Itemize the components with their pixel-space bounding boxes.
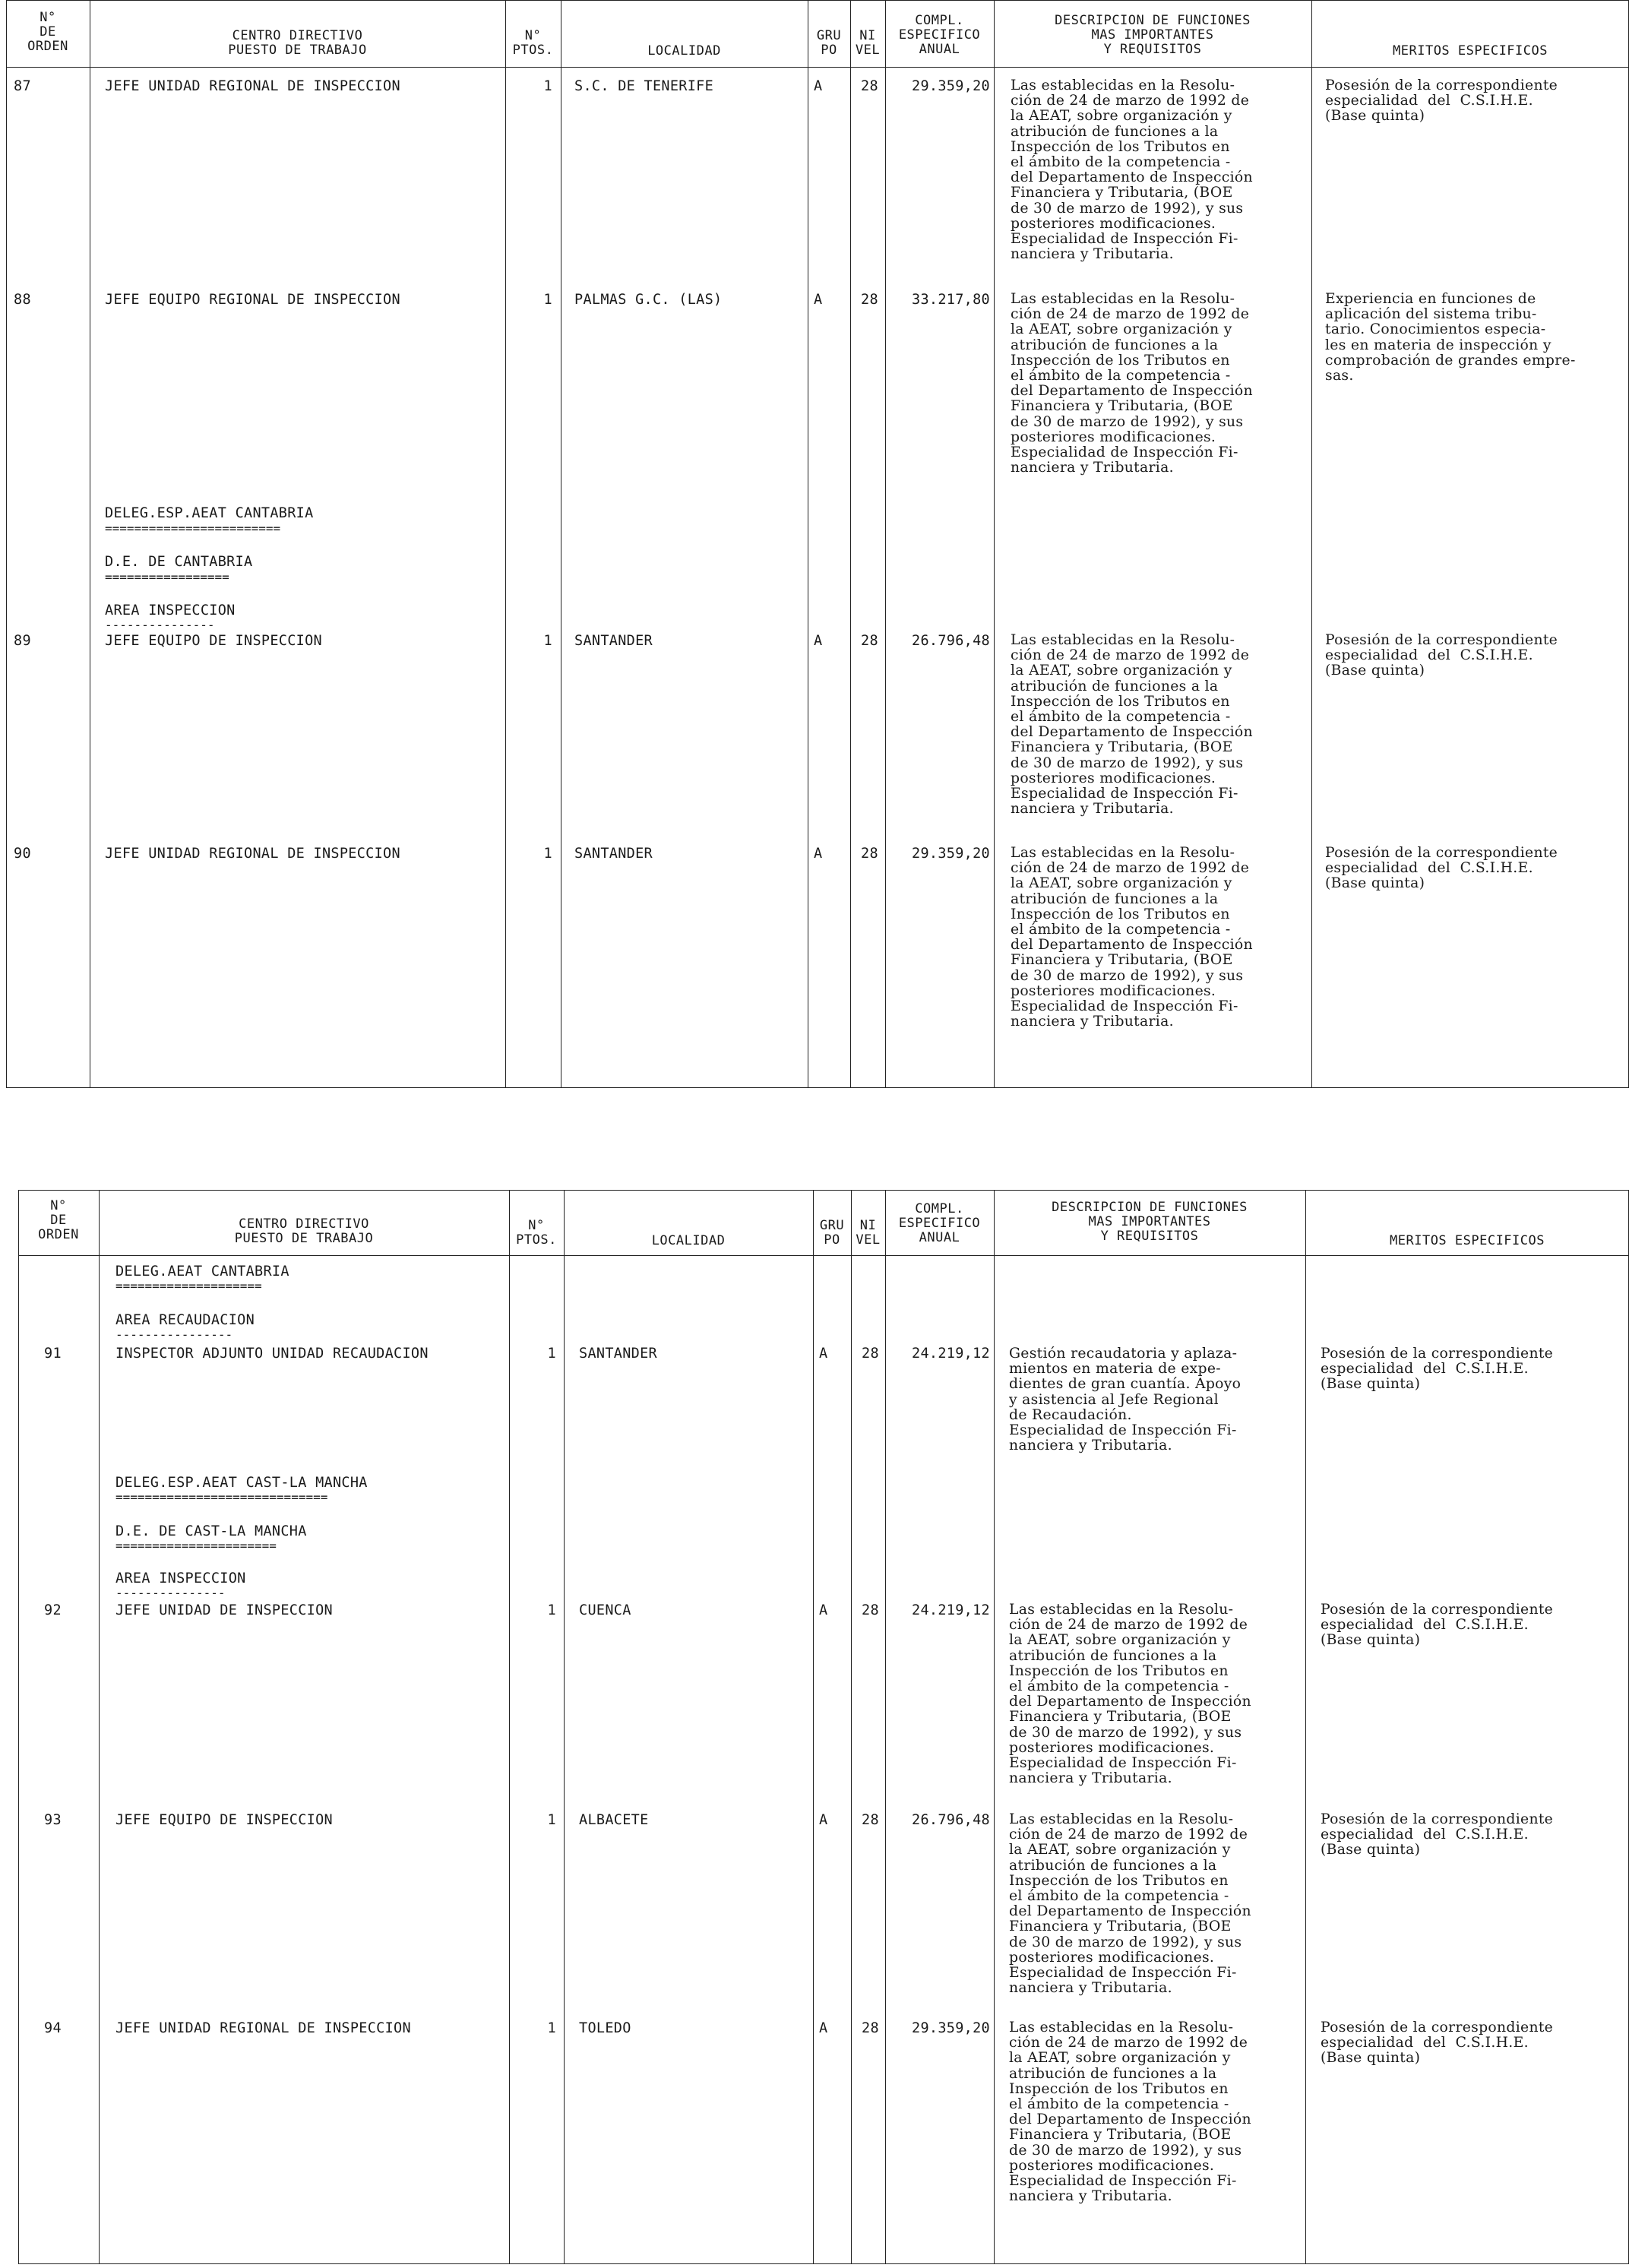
row-nivel: 28	[862, 2020, 879, 2036]
section-label: AREA RECAUDACION	[115, 1312, 255, 1328]
section-underline: ----------------	[115, 1327, 233, 1342]
column-divider	[505, 0, 506, 1088]
section-underline: ======================	[115, 1539, 277, 1553]
row-puesto: JEFE UNIDAD REGIONAL DE INSPECCION	[115, 2020, 411, 2036]
row-ptos: 1	[547, 1602, 556, 1618]
row-descripcion: Las establecidas en la Resolu- ción de 24 de marzo de 1992 de la AEAT, sobre organización y atribución de funciones a la Inspección de los Tributos en el ámbito de la competencia - del Departamento de Inspección Financiera y Tributaria, (BOE de 30 de marzo de 1992), y sus posteriores modificaciones. Especialidad de Inspección Fi- nanciera y Tributaria.	[1011, 291, 1253, 476]
row-num: 94	[44, 2020, 62, 2036]
row-ptos: 1	[547, 1812, 556, 1828]
column-divider	[994, 1190, 995, 2264]
row-grupo: A	[819, 1812, 828, 1828]
row-grupo: A	[819, 1346, 828, 1362]
header-grupo: GRU PO	[816, 28, 842, 58]
header-descripcion: DESCRIPCION DE FUNCIONES MAS IMPORTANTES Y REQUISITOS	[1055, 13, 1251, 57]
row-grupo: A	[819, 1602, 828, 1618]
row-num: 89	[14, 633, 31, 649]
row-localidad: ALBACETE	[579, 1812, 649, 1828]
section-underline: ---------------	[105, 618, 215, 632]
column-divider	[813, 1190, 814, 2264]
row-compl: 24.219,12	[912, 1602, 990, 1618]
column-divider	[994, 0, 995, 1088]
section-label: D.E. DE CAST-LA MANCHA	[115, 1523, 307, 1539]
row-num: 93	[44, 1812, 62, 1828]
section-label: AREA INSPECCION	[115, 1571, 246, 1586]
row-nivel: 28	[861, 292, 878, 308]
column-divider	[851, 1190, 852, 2264]
row-meritos: Experiencia en funciones de aplicación del sistema tribu- tario. Conocimientos especia- les en materia de inspección y comprobación de grandes empre- sas.	[1325, 291, 1576, 384]
row-descripcion: Gestión recaudatoria y aplaza- mientos en materia de expe- dientes de gran cuantía. Apoyo y asistencia al Jefe Regional de Recaudación. Especialidad de Inspección Fi- nanciera y Tributaria.	[1009, 1346, 1242, 1454]
row-puesto: JEFE EQUIPO REGIONAL DE INSPECCION	[105, 292, 400, 308]
section-underline: =============================	[115, 1490, 328, 1504]
row-localidad: PALMAS G.C. (LAS)	[574, 292, 723, 308]
row-meritos: Posesión de la correspondiente especialidad del C.S.I.H.E. (Base quinta)	[1321, 1811, 1554, 1858]
row-nivel: 28	[861, 846, 878, 862]
row-localidad: CUENCA	[579, 1602, 631, 1618]
table-2	[0, 1190, 1629, 2264]
section-underline: ====================	[115, 1279, 262, 1293]
header-localidad: LOCALIDAD	[647, 43, 721, 59]
row-num: 90	[14, 846, 31, 862]
table-frame	[6, 0, 1629, 1088]
section-underline: =================	[105, 570, 229, 584]
row-puesto: JEFE UNIDAD DE INSPECCION	[115, 1602, 333, 1618]
row-num: 92	[44, 1602, 62, 1618]
row-meritos: Posesión de la correspondiente especialidad del C.S.I.H.E. (Base quinta)	[1321, 1346, 1554, 1393]
row-descripcion: Las establecidas en la Resolu- ción de 24 de marzo de 1992 de la AEAT, sobre organización y atribución de funciones a la Inspección de los Tributos en el ámbito de la competencia - del Departamento de Inspección Financiera y Tributaria, (BOE de 30 de marzo de 1992), y sus posteriores modificaciones. Especialidad de Inspección Fi- nanciera y Tributaria.	[1011, 632, 1253, 818]
column-divider	[1311, 0, 1312, 1088]
row-compl: 33.217,80	[912, 292, 990, 308]
row-compl: 26.796,48	[912, 633, 990, 649]
table-1	[0, 0, 1629, 1088]
row-nivel: 28	[861, 633, 878, 649]
section-label: AREA INSPECCION	[105, 603, 236, 618]
row-grupo: A	[814, 633, 823, 649]
row-puesto: JEFE EQUIPO DE INSPECCION	[115, 1812, 333, 1828]
row-ptos: 1	[543, 292, 552, 308]
column-divider	[885, 0, 886, 1088]
row-compl: 29.359,20	[912, 78, 990, 94]
column-divider	[99, 1190, 100, 2264]
row-nivel: 28	[862, 1346, 879, 1362]
header-divider	[6, 67, 1629, 68]
row-compl: 24.219,12	[912, 1346, 990, 1362]
header-centro: CENTRO DIRECTIVO PUESTO DE TRABAJO	[234, 1216, 374, 1246]
header-ptos: N° PTOS.	[512, 28, 554, 58]
column-divider	[850, 0, 851, 1088]
section-label: DELEG.ESP.AEAT CANTABRIA	[105, 505, 314, 521]
row-ptos: 1	[547, 2020, 556, 2036]
row-num: 87	[14, 78, 31, 94]
row-nivel: 28	[862, 1812, 879, 1828]
row-puesto: INSPECTOR ADJUNTO UNIDAD RECAUDACION	[115, 1346, 429, 1362]
row-ptos: 1	[543, 78, 552, 94]
row-localidad: SANTANDER	[574, 633, 653, 649]
section-label: DELEG.ESP.AEAT CAST-LA MANCHA	[115, 1475, 368, 1491]
row-compl: 26.796,48	[912, 1812, 990, 1828]
row-ptos: 1	[543, 846, 552, 862]
section-underline: ========================	[105, 521, 281, 536]
row-descripcion: Las establecidas en la Resolu- ción de 24 de marzo de 1992 de la AEAT, sobre organización y atribución de funciones a la Inspección de los Tributos en el ámbito de la competencia - del Departamento de Inspección Financiera y Tributaria, (BOE de 30 de marzo de 1992), y sus posteriores modificaciones. Especialidad de Inspección Fi- nanciera y Tributaria.	[1009, 1811, 1251, 1997]
row-meritos: Posesión de la correspondiente especialidad del C.S.I.H.E. (Base quinta)	[1325, 632, 1558, 679]
row-localidad: TOLEDO	[579, 2020, 631, 2036]
row-num: 91	[44, 1346, 62, 1362]
row-descripcion: Las establecidas en la Resolu- ción de 24 de marzo de 1992 de la AEAT, sobre organización y atribución de funciones a la Inspección de los Tributos en el ámbito de la competencia - del Departamento de Inspección Financiera y Tributaria, (BOE de 30 de marzo de 1992), y sus posteriores modificaciones. Especialidad de Inspección Fi- nanciera y Tributaria.	[1009, 1602, 1251, 1787]
row-localidad: SANTANDER	[574, 846, 653, 862]
row-meritos: Posesión de la correspondiente especialidad del C.S.I.H.E. (Base quinta)	[1321, 1602, 1554, 1649]
header-descripcion: DESCRIPCION DE FUNCIONES MAS IMPORTANTES Y REQUISITOS	[1052, 1200, 1248, 1244]
row-grupo: A	[814, 78, 823, 94]
header-compl: COMPL. ESPECIFICO ANUAL	[898, 1201, 981, 1245]
row-meritos: Posesión de la correspondiente especialidad del C.S.I.H.E. (Base quinta)	[1325, 845, 1558, 892]
row-descripcion: Las establecidas en la Resolu- ción de 24 de marzo de 1992 de la AEAT, sobre organización y atribución de funciones a la Inspección de los Tributos en el ámbito de la competencia - del Departamento de Inspección Financiera y Tributaria, (BOE de 30 de marzo de 1992), y sus posteriores modificaciones. Especialidad de Inspección Fi- nanciera y Tributaria.	[1009, 2020, 1251, 2205]
section-underline: ---------------	[115, 1586, 226, 1600]
row-meritos: Posesión de la correspondiente especialidad del C.S.I.H.E. (Base quinta)	[1325, 77, 1558, 125]
row-compl: 29.359,20	[912, 846, 990, 862]
row-puesto: JEFE EQUIPO DE INSPECCION	[105, 633, 322, 649]
row-puesto: JEFE UNIDAD REGIONAL DE INSPECCION	[105, 846, 400, 862]
row-grupo: A	[814, 292, 823, 308]
header-centro: CENTRO DIRECTIVO PUESTO DE TRABAJO	[228, 28, 367, 58]
row-puesto: JEFE UNIDAD REGIONAL DE INSPECCION	[105, 78, 400, 94]
row-ptos: 1	[547, 1346, 556, 1362]
header-nivel: NI VEL	[856, 1218, 881, 1248]
row-compl: 29.359,20	[912, 2020, 990, 2036]
header-compl: COMPL. ESPECIFICO ANUAL	[898, 13, 981, 57]
row-descripcion: Las establecidas en la Resolu- ción de 24 de marzo de 1992 de la AEAT, sobre organización y atribución de funciones a la Inspección de los Tributos en el ámbito de la competencia - del Departamento de Inspección Financiera y Tributaria, (BOE de 30 de marzo de 1992), y sus posteriores modificaciones. Especialidad de Inspección Fi- nanciera y Tributaria.	[1011, 845, 1253, 1030]
header-ptos: N° PTOS.	[516, 1218, 557, 1248]
row-descripcion: Las establecidas en la Resolu- ción de 24 de marzo de 1992 de la AEAT, sobre organización y atribución de funciones a la Inspección de los Tributos en el ámbito de la competencia - del Departamento de Inspección Financiera y Tributaria, (BOE de 30 de marzo de 1992), y sus posteriores modificaciones. Especialidad de Inspección Fi- nanciera y Tributaria.	[1011, 77, 1253, 263]
column-divider	[1305, 1190, 1306, 2264]
header-num: N° DE ORDEN	[27, 10, 68, 54]
column-divider	[564, 1190, 565, 2264]
row-nivel: 28	[862, 1602, 879, 1618]
header-nivel: NI VEL	[855, 28, 881, 58]
section-label: DELEG.AEAT CANTABRIA	[115, 1264, 289, 1280]
row-meritos: Posesión de la correspondiente especialidad del C.S.I.H.E. (Base quinta)	[1321, 2020, 1554, 2067]
header-localidad: LOCALIDAD	[651, 1233, 726, 1248]
row-nivel: 28	[861, 78, 878, 94]
section-label: D.E. DE CANTABRIA	[105, 554, 253, 570]
header-meritos: MERITOS ESPECIFICOS	[1390, 1233, 1545, 1248]
row-grupo: A	[814, 846, 823, 862]
header-num: N° DE ORDEN	[38, 1198, 79, 1242]
row-ptos: 1	[543, 633, 552, 649]
header-grupo: GRU PO	[819, 1218, 845, 1248]
row-grupo: A	[819, 2020, 828, 2036]
header-meritos: MERITOS ESPECIFICOS	[1393, 43, 1548, 59]
row-localidad: SANTANDER	[579, 1346, 657, 1362]
header-divider	[18, 1255, 1629, 1256]
row-num: 88	[14, 292, 31, 308]
row-localidad: S.C. DE TENERIFE	[574, 78, 714, 94]
